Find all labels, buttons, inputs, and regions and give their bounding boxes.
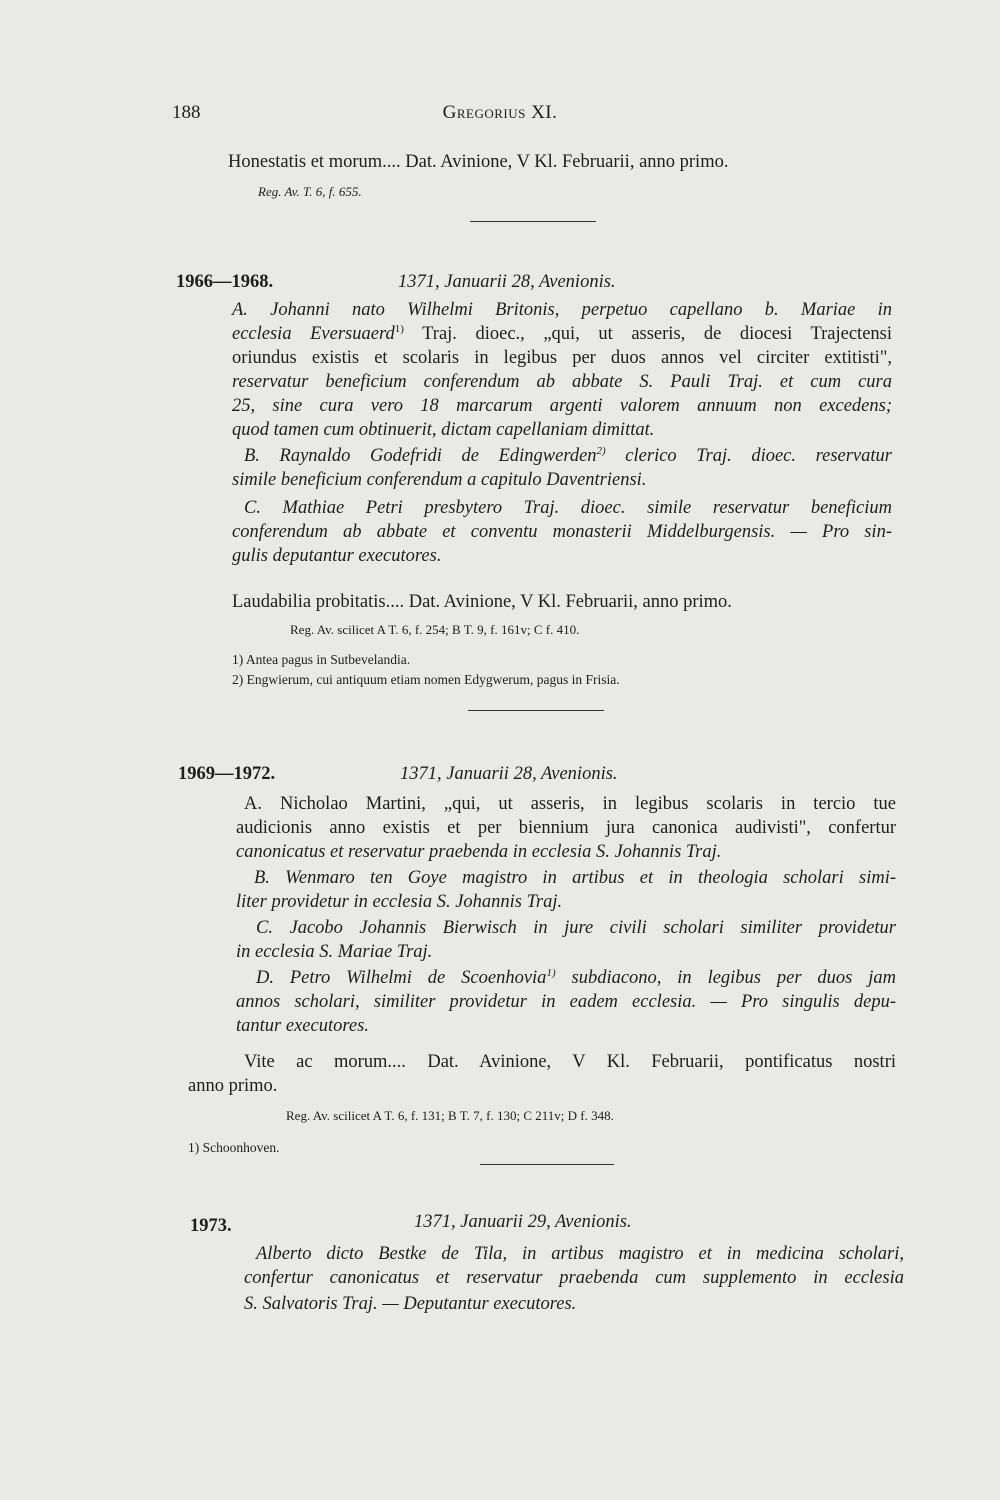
- page-number: 188: [172, 102, 201, 123]
- separator-rule: [470, 221, 596, 222]
- entry-text-line: S. Salvatoris Traj. — Deputantur executores.: [244, 1294, 577, 1314]
- entry-text-line: 25, sine cura vero 18 marcarum argenti valorem annuum non excedens;: [232, 396, 892, 416]
- footnote-mark: 1): [394, 322, 404, 335]
- top-closing-line: Honestatis et morum.... Dat. Avinione, V Kl. Februarii, anno primo.: [228, 152, 729, 172]
- entry-text-line: B. Raynaldo Godefridi de Edingwerden$^{2)}$ clerico Traj. dioec. reservatur: [244, 444, 892, 466]
- entry-text-line: annos scholari, similiter providetur in eadem ecclesia. — Pro singulis depu-: [236, 992, 896, 1012]
- entry-number: 1966—1968.: [176, 272, 274, 292]
- entry-text-line: conferendum ab abbate et conventu monasterii Middelburgensis. — Pro sin-: [232, 522, 892, 542]
- footnote: 1) Antea pagus in Sutbevelandia.: [232, 652, 411, 667]
- footnote: 2) Engwierum, cui antiquum etiam nomen Edygwerum, pagus in Frisia.: [232, 672, 620, 687]
- entry-text-line: in ecclesia S. Mariae Traj.: [236, 942, 433, 962]
- footnote-mark: 1): [546, 966, 556, 979]
- entry-text-line: A. Johanni nato Wilhelmi Britonis, perpetuo capellano b. Mariae in: [232, 300, 892, 320]
- entry-text-line: C. Mathiae Petri presbytero Traj. dioec. simile reservatur beneficium: [244, 498, 892, 518]
- entry-text-line: audicionis anno existis et per biennium jura canonica audivisti", confertur: [236, 818, 896, 838]
- entry-text-line: canonicatus et reservatur praebenda in ecclesia S. Johannis Traj.: [236, 842, 722, 862]
- entry-text-line: quod tamen cum obtinuerit, dictam capellaniam dimittat.: [232, 420, 655, 440]
- register-ref: Reg. Av. scilicet A T. 6, f. 254; B T. 9, f. 161v; C f. 410.: [290, 622, 580, 637]
- entry-date: 1371, Januarii 28, Avenionis.: [400, 764, 618, 784]
- entry-text-line: C. Jacobo Johannis Bierwisch in jure civili scholari similiter providetur: [256, 918, 896, 938]
- entry-text-line: Alberto dicto Bestke de Tila, in artibus magistro et in medicina scholari,: [256, 1244, 904, 1264]
- entry-text-line: liter providetur in ecclesia S. Johannis Traj.: [236, 892, 563, 912]
- running-title: Gregorius XI.: [442, 102, 558, 123]
- separator-rule: [480, 1164, 614, 1165]
- entry-closing-line: Vite ac morum.... Dat. Avinione, V Kl. Februarii, pontificatus nostri: [244, 1052, 896, 1072]
- entry-text-line: reservatur beneficium conferendum ab abbate S. Pauli Traj. et cum cura: [232, 372, 892, 392]
- entry-text-line: D. Petro Wilhelmi de Scoenhovia$^{1)}$ subdiacono, in legibus per duos jam: [256, 966, 897, 988]
- entry-text-line: confertur canonicatus et reservatur praebenda cum supplemento in ecclesia: [244, 1268, 904, 1288]
- entry-date: 1371, Januarii 29, Avenionis.: [414, 1212, 632, 1232]
- footnote-mark: 2): [596, 444, 606, 457]
- entry-number: 1969—1972.: [178, 764, 276, 784]
- register-ref: Reg. Av. scilicet A T. 6, f. 131; B T. 7, f. 130; C 211v; D f. 348.: [286, 1108, 614, 1123]
- entry-text-line: ecclesia Eversuaerd$^{1)}$ Traj. dioec., „qui, ut asseris, de diocesi Trajectensi: [232, 322, 892, 344]
- entry-text-line: B. Wenmaro ten Goye magistro in artibus et in theologia scholari simi-: [254, 868, 896, 888]
- separator-rule: [468, 710, 604, 711]
- entry-closing-line: anno primo.: [188, 1076, 278, 1096]
- top-register-ref: Reg. Av. T. 6, f. 655.: [258, 184, 362, 199]
- footnote: 1) Schoonhoven.: [188, 1140, 280, 1155]
- entry-number: 1973.: [190, 1216, 232, 1236]
- entry-text-line: oriundus existis et scolaris in legibus per duos annos vel circiter extitisti",: [232, 348, 892, 368]
- entry-text-line: A. Nicholao Martini, „qui, ut asseris, in legibus scolaris in tercio tue: [244, 794, 896, 814]
- entry-text-line: tantur executores.: [236, 1016, 369, 1036]
- entry-date: 1371, Januarii 28, Avenionis.: [398, 272, 616, 292]
- entry-text-line: simile beneficium conferendum a capitulo Daventriensi.: [232, 470, 647, 490]
- entry-text-line: gulis deputantur executores.: [232, 546, 442, 566]
- running-head: [0, 102, 1000, 132]
- entry-closing-line: Laudabilia probitatis.... Dat. Avinione, V Kl. Februarii, anno primo.: [232, 592, 732, 612]
